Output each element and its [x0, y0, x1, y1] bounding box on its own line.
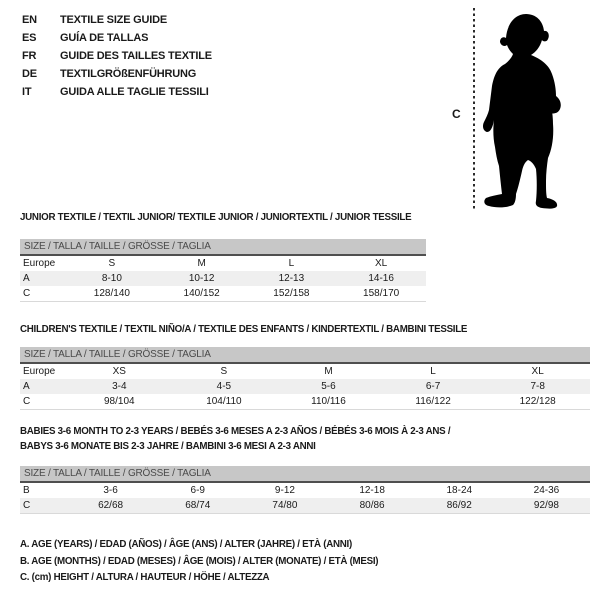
size-cell: 128/140	[93, 288, 130, 299]
size-table-rows	[20, 364, 590, 409]
baby-silhouette-icon	[481, 10, 567, 210]
size-cell: 14-16	[368, 273, 394, 284]
size-cell: 158/170	[363, 288, 400, 299]
height-label: C	[452, 107, 461, 121]
size-cell: 104/110	[206, 396, 242, 407]
size-cell: 74/80	[272, 500, 298, 511]
size-cell: XL	[375, 258, 388, 269]
section-children	[20, 322, 590, 410]
size-cell: M	[324, 366, 333, 377]
row-label: Europe	[23, 366, 56, 377]
size-table-rows	[20, 483, 590, 513]
section-babies	[20, 424, 590, 514]
section-title-line: BABYS 3-6 MONATE BIS 2-3 JAHRE / BAMBINI 3-6 MESI A 2-3 ANNI	[20, 440, 316, 452]
size-cell: S	[108, 258, 116, 269]
language-list	[22, 11, 212, 101]
table-row	[20, 379, 590, 394]
legend-notes	[20, 536, 405, 586]
size-table-rows	[20, 256, 426, 301]
language-row	[22, 29, 212, 47]
section-title-line: JUNIOR TEXTILE / TEXTIL JUNIOR/ TEXTILE JUNIOR / JUNIORTEXTIL / JUNIOR TESSILE	[20, 211, 412, 223]
language-code: EN	[22, 14, 37, 26]
size-cell: 24-36	[533, 485, 560, 496]
size-cell: 80/86	[359, 500, 385, 511]
size-cell: 4-5	[216, 381, 232, 392]
size-cell: 116/122	[415, 396, 451, 407]
row-label: C	[23, 288, 31, 299]
size-cell: 122/128	[519, 396, 556, 407]
language-title: GUÍA DE TALLAS	[60, 32, 149, 44]
table-row	[20, 286, 426, 301]
height-measure-line	[473, 8, 475, 210]
language-title: TEXTILGRÖßENFÜHRUNG	[60, 68, 197, 80]
row-label: Europe	[23, 258, 56, 269]
language-title: TEXTILE SIZE GUIDE	[60, 14, 168, 26]
size-cell: S	[220, 366, 228, 377]
row-label: C	[23, 396, 31, 407]
size-cell: 5-6	[321, 381, 336, 392]
row-label: B	[23, 485, 30, 496]
size-cell: 3-4	[112, 381, 127, 392]
size-table	[20, 466, 590, 514]
size-cell: 110/116	[311, 396, 346, 407]
size-cell: 18-24	[446, 485, 473, 496]
size-cell: 7-8	[530, 381, 545, 392]
size-cell: XL	[531, 366, 544, 377]
language-code: ES	[22, 32, 37, 44]
size-cell: L	[288, 258, 295, 269]
size-cell: 9-12	[274, 485, 295, 496]
table-row	[20, 271, 426, 286]
size-table	[20, 347, 590, 410]
size-cell: 140/152	[183, 288, 220, 299]
language-code: FR	[22, 50, 37, 62]
size-cell: 98/104	[104, 396, 135, 407]
language-row	[22, 47, 212, 65]
size-cell: 6-9	[190, 485, 205, 496]
size-cell: 92/98	[533, 500, 559, 511]
size-cell: M	[197, 258, 206, 269]
section-title	[20, 424, 550, 454]
row-label: C	[23, 500, 31, 511]
size-cell: 8-10	[101, 273, 122, 284]
size-table	[20, 239, 426, 302]
legend-note: A. AGE (YEARS) / EDAD (AÑOS) / ÂGE (ANS) / ALTER (JAHRE) / ETÀ (ANNI)	[20, 538, 352, 550]
table-row	[20, 364, 590, 379]
size-cell: 68/74	[185, 500, 211, 511]
section-junior	[20, 210, 426, 302]
table-row	[20, 498, 590, 513]
size-cell: 62/68	[98, 500, 124, 511]
row-label: A	[23, 273, 30, 284]
legend-note: B. AGE (MONTHS) / EDAD (MESES) / ÂGE (MOIS) / ALTER (MONATE) / ETÀ (MESI)	[20, 554, 379, 567]
language-title: GUIDE DES TAILLES TEXTILE	[60, 50, 212, 62]
row-label: A	[23, 381, 30, 392]
language-row	[22, 11, 212, 29]
language-row	[22, 65, 212, 83]
size-cell: 6-7	[425, 381, 441, 392]
size-table-header: SIZE / TALLA / TAILLE / GRÖSSE / TAGLIA	[20, 466, 590, 483]
language-code: IT	[22, 86, 32, 98]
size-cell: XS	[112, 366, 126, 377]
section-title-line: BABIES 3-6 MONTH TO 2-3 YEARS / BEBÉS 3-6 MESES A 2-3 AÑOS / BÉBÉS 3-6 MOIS À 2-3 ANS /	[20, 425, 451, 437]
legend-note: C. (cm) HEIGHT / ALTURA / HAUTEUR / HÖHE / ALTEZZA	[20, 571, 270, 583]
table-row	[20, 394, 590, 409]
section-title-line: CHILDREN'S TEXTILE / TEXTIL NIÑO/A / TEXTILE DES ENFANTS / KINDERTEXTIL / BAMBINI TESSILE	[20, 323, 468, 335]
size-cell: 86/92	[446, 500, 472, 511]
size-cell: 152/158	[273, 288, 310, 299]
size-cell: L	[430, 366, 436, 377]
table-row	[20, 483, 590, 498]
section-title	[20, 210, 412, 225]
table-row	[20, 256, 426, 271]
language-title: GUIDA ALLE TAGLIE TESSILI	[60, 86, 209, 98]
size-table-header: SIZE / TALLA / TAILLE / GRÖSSE / TAGLIA	[20, 239, 426, 256]
size-cell: 12-18	[359, 485, 385, 496]
language-code: DE	[22, 68, 37, 80]
size-table-header: SIZE / TALLA / TAILLE / GRÖSSE / TAGLIA	[20, 347, 590, 364]
language-row	[22, 83, 212, 101]
size-cell: 10-12	[188, 273, 215, 284]
section-title	[20, 322, 550, 337]
size-cell: 3-6	[103, 485, 118, 496]
size-cell: 12-13	[278, 273, 305, 284]
